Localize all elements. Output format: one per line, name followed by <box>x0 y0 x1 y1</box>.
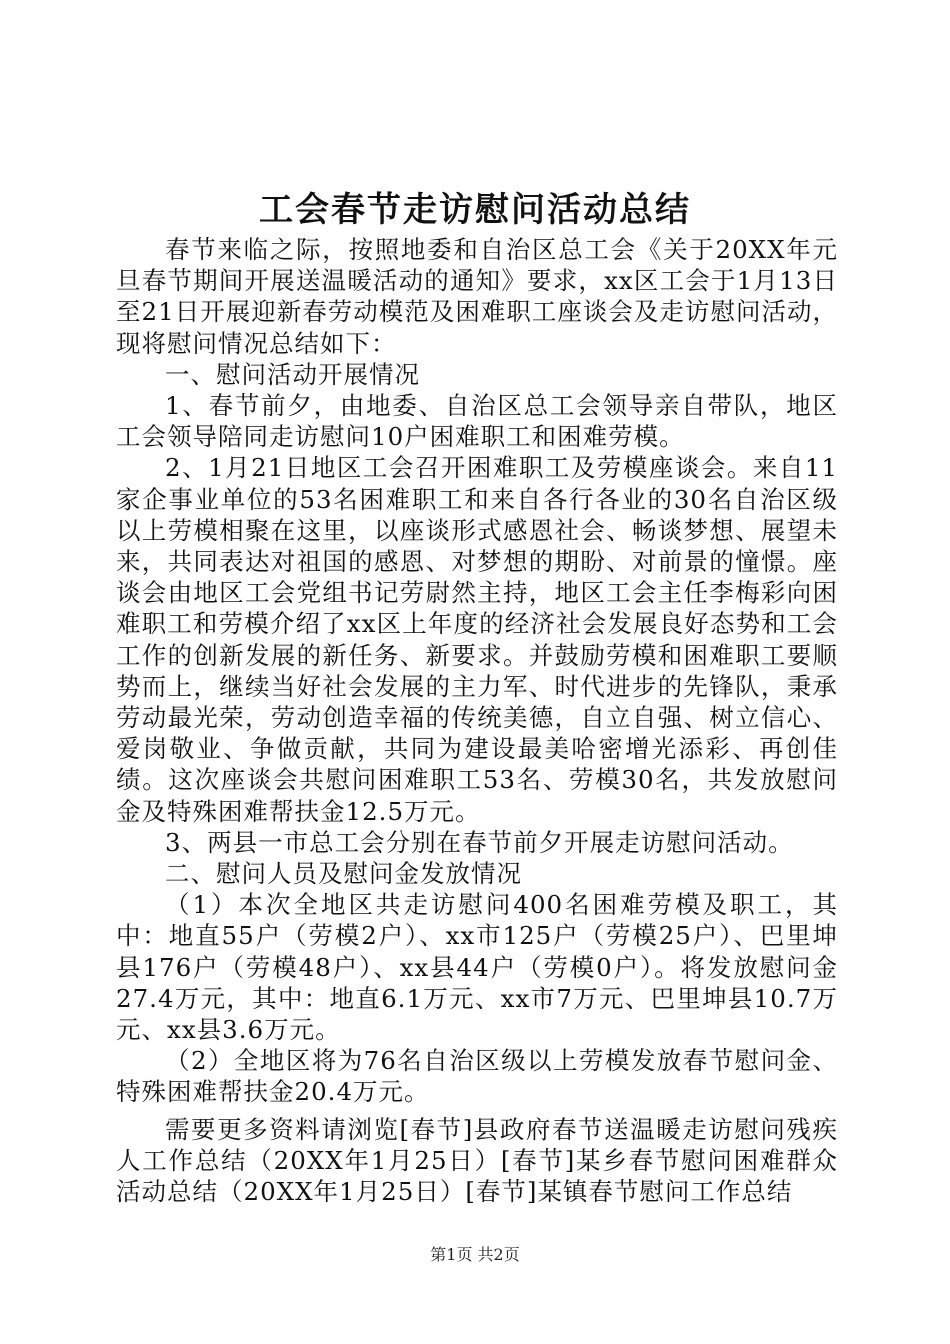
document-title: 工会春节走访慰问活动总结 <box>259 190 691 230</box>
paragraph-item-3: 3、两县一市总工会分别在春节前夕开展走访慰问活动。 <box>165 827 794 857</box>
section-heading-1: 一、慰问活动开展情况 <box>165 359 420 389</box>
paragraph-sub-1: （1）本次全地区共走访慰问400名困难劳模及职工，其中：地直55户（劳模2户）、xx市125户（劳模25户）、巴里坤县176户（劳模48户）、xx县44户（劳模0户）。将发放慰问金27.4万元，其中：地直6.1万元、xx市7万元、巴里坤县10.7万元、xx县3.6万元。 <box>116 890 838 1045</box>
paragraph-item-2: 2、1月21日地区工会召开困难职工及劳模座谈会。来自11家企事业单位的53名困难职工和来自各行各业的30名自治区级以上劳模相聚在这里，以座谈形式感恩社会、畅谈梦想、展望未来，共同表达对祖国的感恩、对梦想的期盼、对前景的憧憬。座谈会由地区工会党组书记劳尉然主持，地区工会主任李梅彩向困难职工和劳模介绍了xx区上年度的经济社会发展良好态势和工会工作的创新发展的新任务、新要求。并鼓励劳模和困难职工要顺势而上，继续当好社会发展的主力军、时代进步的先锋队，秉承劳动最光荣，劳动创造幸福的传统美德，自立自强、树立信心、爱岗敬业、争做贡献，共同为建设最美哈密增光添彩、再创佳绩。这次座谈会共慰问困难职工53名、劳模30名，共发放慰问金及特殊困难帮扶金12.5万元。 <box>116 453 838 826</box>
section-heading-2: 二、慰问人员及慰问金发放情况 <box>165 859 522 889</box>
paragraph-sub-2: （2）全地区将为76名自治区级以上劳模发放春节慰问金、特殊困难帮扶金20.4万元。 <box>116 1046 838 1107</box>
paragraph-item-1: 1、春节前夕，由地委、自治区总工会领导亲自带队，地区工会领导陪同走访慰问10户困难职工和困难劳模。 <box>116 391 838 452</box>
page-footer: 第1页 共2页 <box>430 1245 520 1264</box>
document-body <box>116 234 838 1207</box>
paragraph-intro: 春节来临之际，按照地委和自治区总工会《关于20XX年元旦春节期间开展送温暖活动的通知》要求，xx区工会于1月13日至21日开展迎新春劳动模范及困难职工座谈会及走访慰问活动，现将慰问情况总结如下： <box>116 235 838 358</box>
paragraph-more-info: 需要更多资料请浏览[春节]县政府春节送温暖走访慰问残疾人工作总结（20XX年1月25日）[春节]某乡春节慰问困难群众活动总结（20XX年1月25日）[春节]某镇春节慰问工作总结 <box>116 1114 838 1207</box>
